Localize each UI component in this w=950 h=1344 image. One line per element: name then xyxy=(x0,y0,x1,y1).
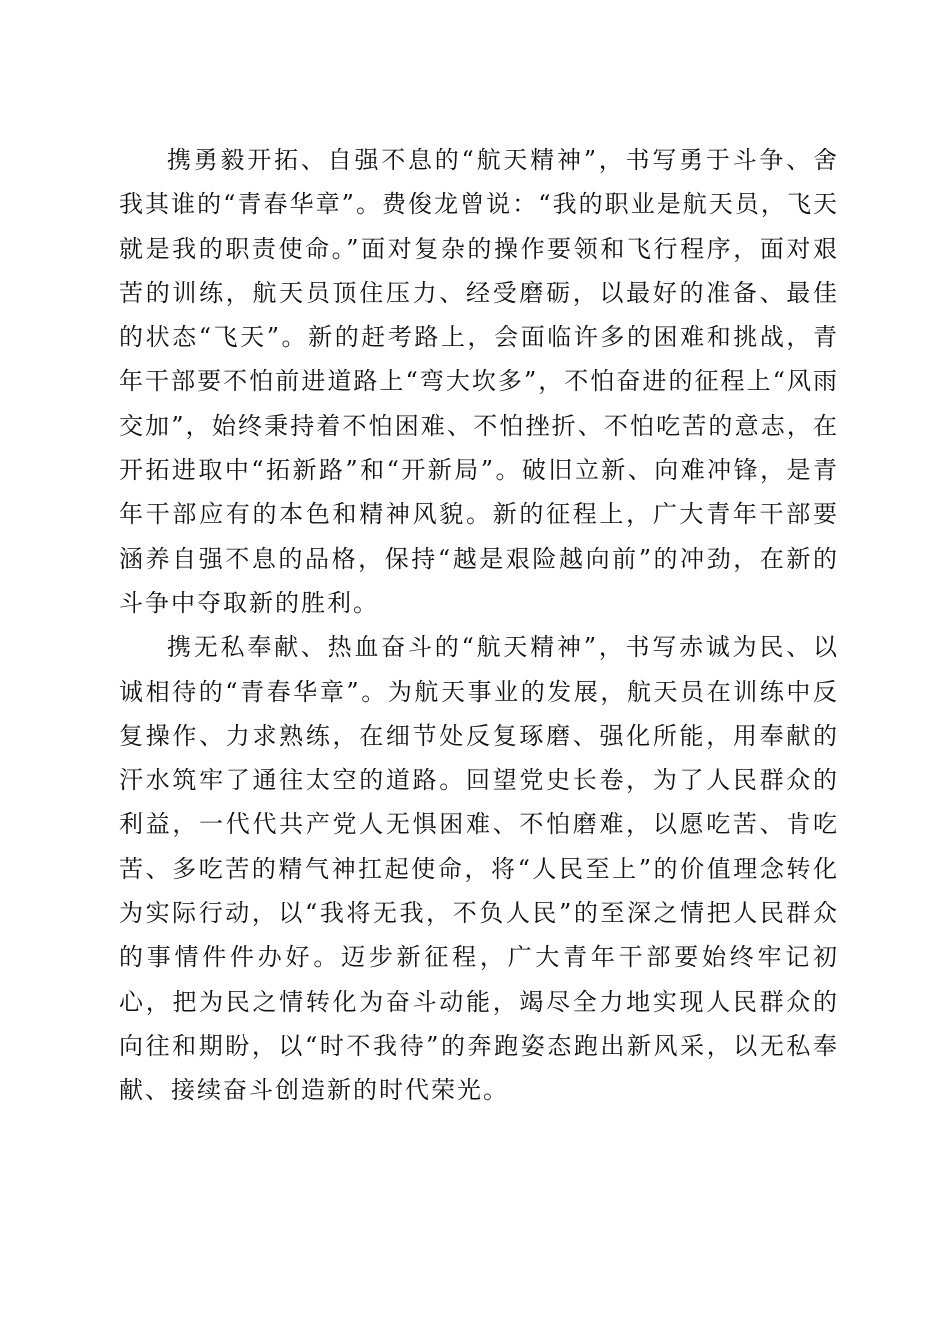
paragraph-aerospace-spirit-pioneering: 携勇毅开拓、自强不息的“航天精神”，书写勇于斗争、舍我其谁的“青春华章”。费俊龙曾说：“我的职业是航天员，飞天就是我的职责使命。”面对复杂的操作要领和飞行程序，面对艰苦的训练，航天员顶住压力、经受磨砺，以最好的准备、最佳的状态“飞天”。新的赶考路上，会面临许多的困难和挑战，青年干部要不怕前进道路上“弯大坎多”，不怕奋进的征程上“风雨交加”，始终秉持着不怕困难、不怕挫折、不怕吃苦的意志，在开拓进取中“拓新路”和“开新局”。破旧立新、向难冲锋，是青年干部应有的本色和精神风貌。新的征程上，广大青年干部要涵养自强不息的品格，保持“越是艰险越向前”的冲劲，在新的斗争中夺取新的胜利。 xyxy=(119,146,839,617)
paragraph-aerospace-spirit-dedication: 携无私奉献、热血奋斗的“航天精神”，书写赤诚为民、以诚相待的“青春华章”。为航天事业的发展，航天员在训练中反复操作、力求熟练，在细节处反复琢磨、强化所能，用奉献的汗水筑牢了通往太空的道路。回望党史长卷，为了人民群众的利益，一代代共产党人无惧困难、不怕磨难，以愿吃苦、肯吃苦、多吃苦的精气神扛起使命，将“人民至上”的价值理念转化为实际行动，以“我将无我，不负人民”的至深之情把人民群众的事情件件办好。迈步新征程，广大青年干部要始终牢记初心，把为民之情转化为奋斗动能，竭尽全力地实现人民群众的向往和期盼，以“时不我待”的奔跑姿态跑出新风采，以无私奉献、接续奋斗创造新的时代荣光。 xyxy=(119,633,839,1105)
document-body xyxy=(119,138,839,1113)
